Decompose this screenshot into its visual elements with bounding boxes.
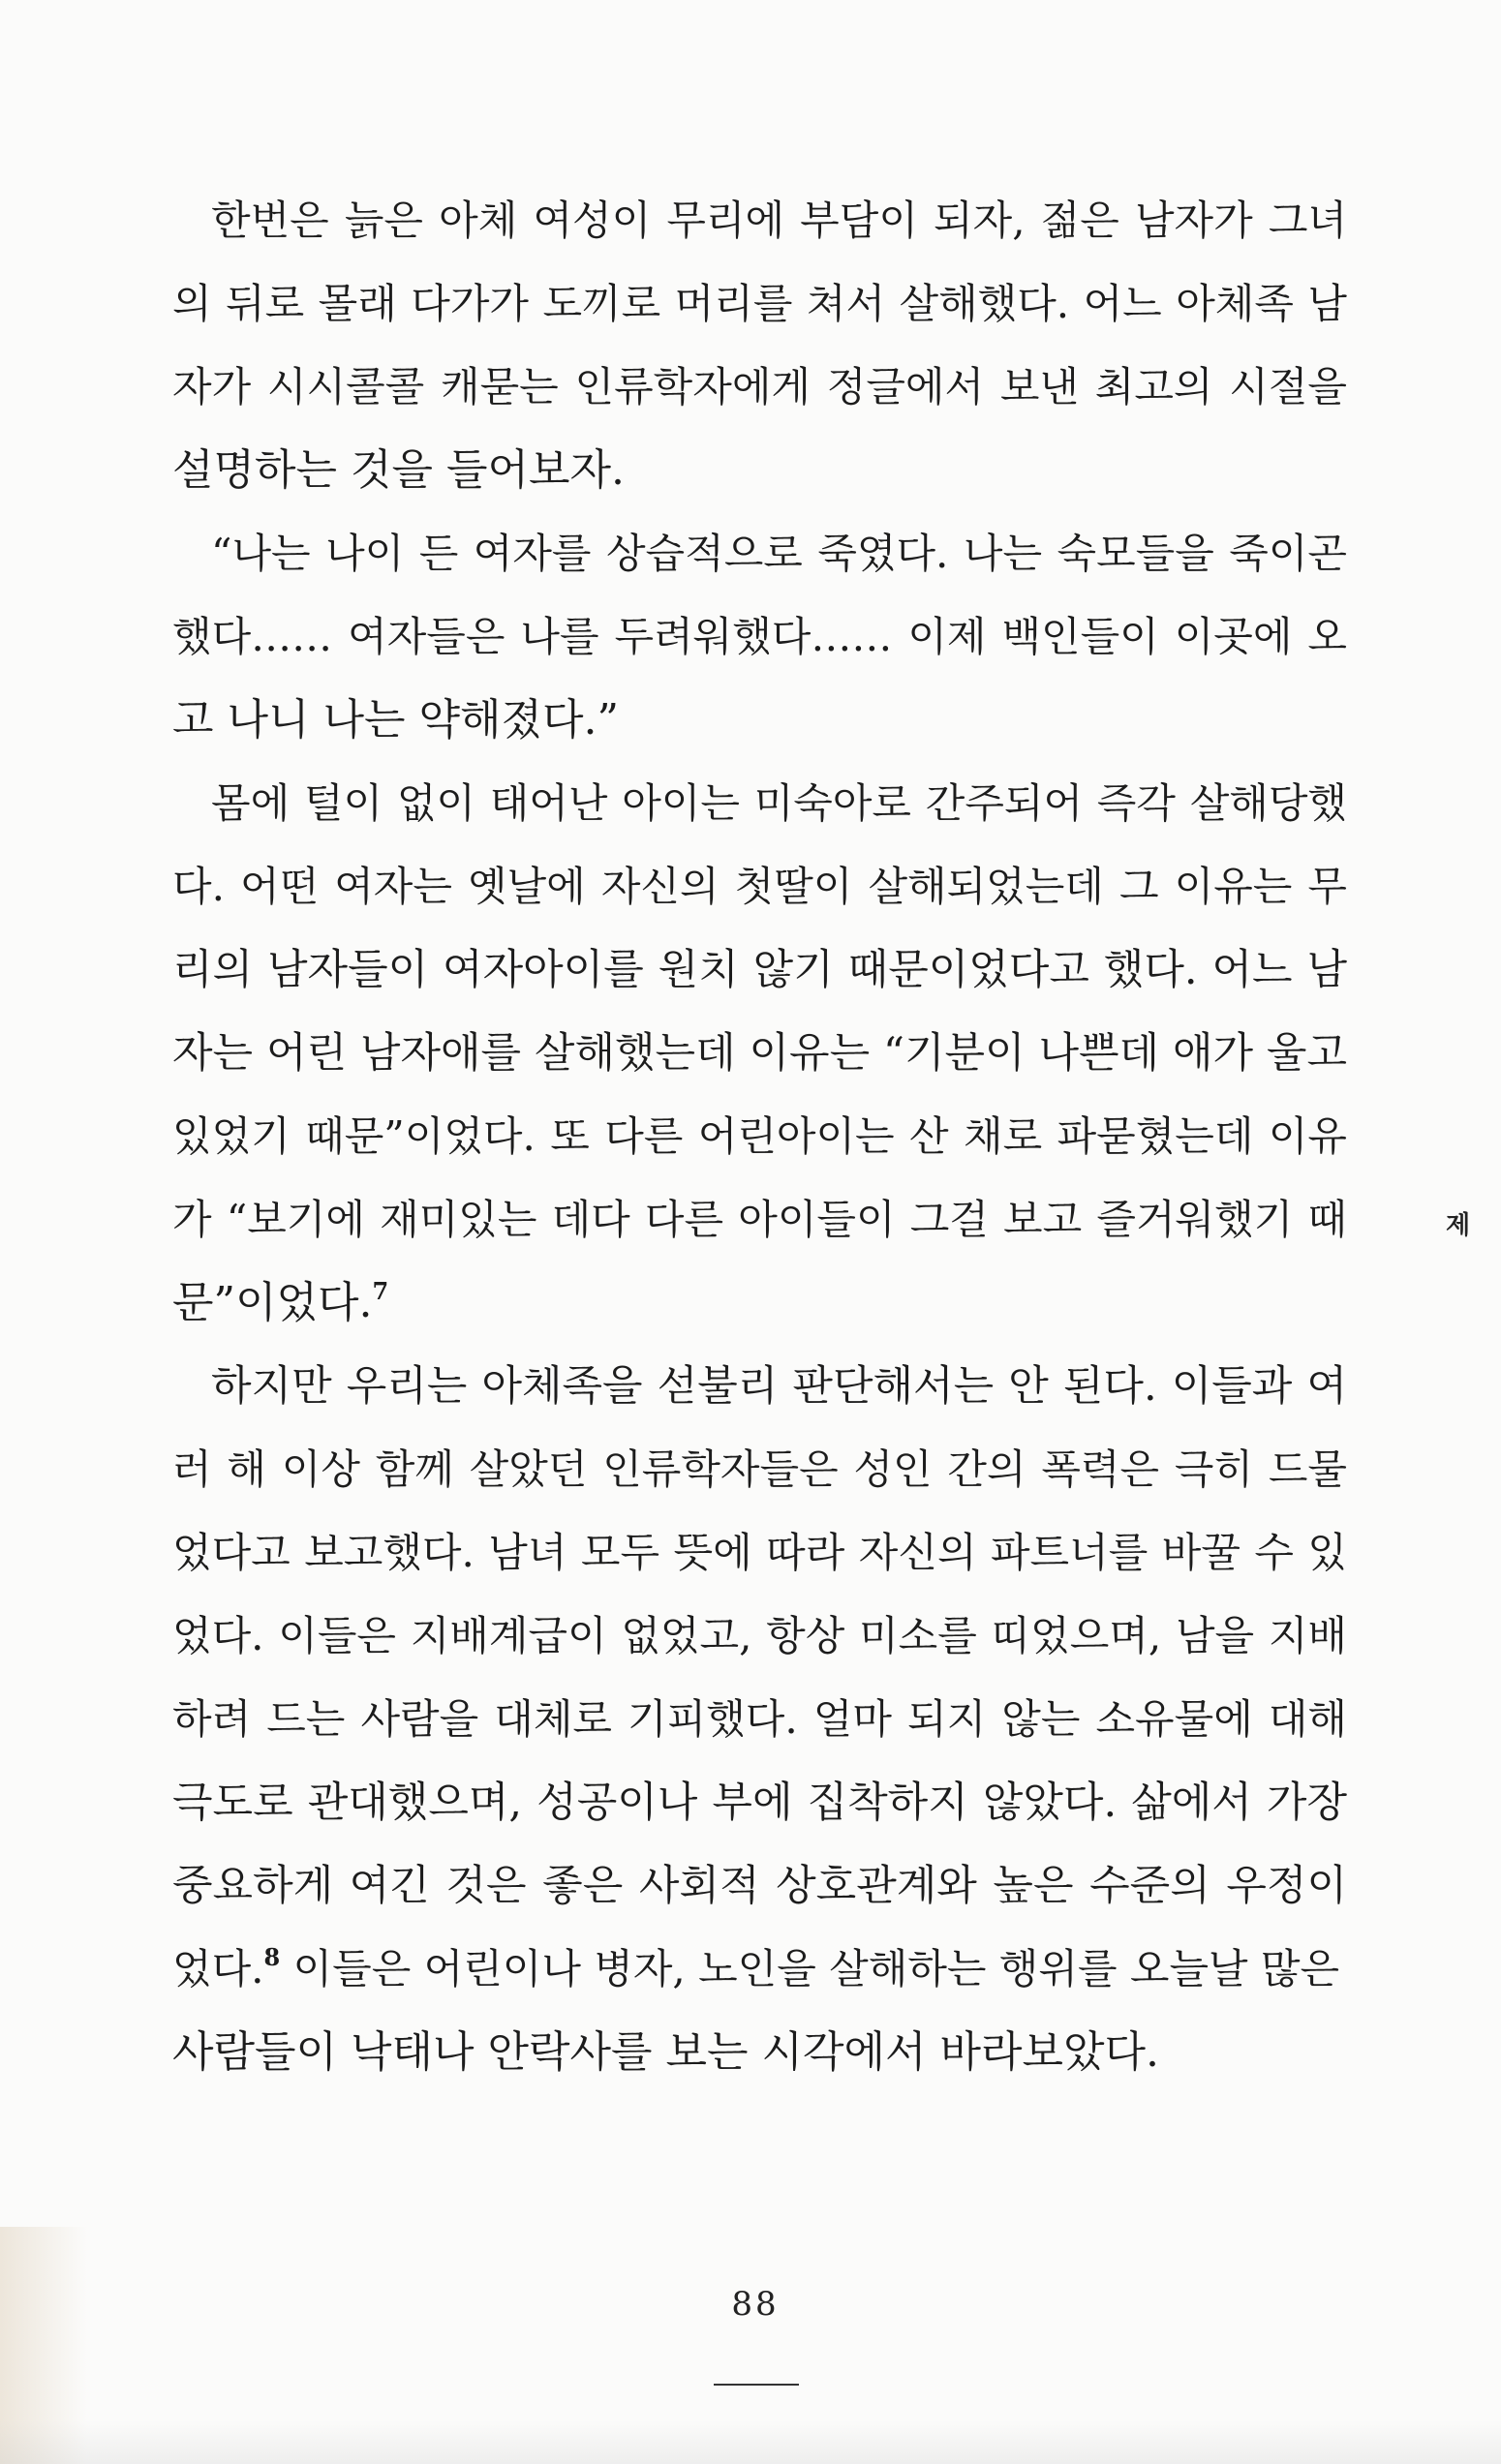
text-line: 리의 남자들이 여자아이를 원치 않기 때문이었다고 했다. 어느 남: [172, 946, 1347, 994]
text-line: [172, 1940, 1347, 1998]
text-line: 있었기 때문”이었다. 또 다른 어린아이는 산 채로 파묻혔는데 이유: [172, 1112, 1347, 1160]
page-number: 88: [731, 2285, 780, 2324]
footer-rule: [714, 2384, 799, 2386]
text-line: 몸에 털이 없이 태어난 아이는 미숙아로 간주되어 즉각 살해당했: [211, 779, 1347, 827]
text-line: “나는 나이 든 여자를 상습적으로 죽였다. 나는 숙모들을 죽이곤: [211, 530, 1347, 577]
page-bottom-shadow: [0, 2420, 1501, 2464]
text-line: 하지만 우리는 아체족을 섣불리 판단해서는 안 된다. 이들과 여: [211, 1362, 1347, 1411]
text-line: 사람들이 낙태나 안락사를 보는 시각에서 바라보았다.: [172, 2027, 1160, 2077]
text-line: 의 뒤로 몰래 다가가 도끼로 머리를 쳐서 살해했다. 어느 아체족 남: [172, 280, 1347, 327]
text-line: 자가 시시콜콜 캐묻는 인류학자에게 정글에서 보낸 최고의 시절을: [172, 363, 1347, 411]
text-line: 설명하는 것을 들어보자.: [172, 445, 625, 495]
text-line: 극도로 관대했으며, 성공이나 부에 집착하지 않았다. 삶에서 가장: [172, 1779, 1347, 1827]
text-line: 고 나니 나는 약해졌다.”: [172, 695, 619, 745]
text-line: 자는 어린 남자애를 살해했는데 이유는 “기분이 나쁜데 애가 울고: [172, 1029, 1347, 1078]
text-line: 중요하게 여긴 것은 좋은 사회적 상호관계와 높은 수준의 우정이: [172, 1862, 1347, 1910]
footnote-marker[interactable]: 8: [263, 1943, 281, 1971]
footnote-marker[interactable]: 7: [372, 1277, 389, 1305]
text-line: 었다고 보고했다. 남녀 모두 뜻에 따라 자신의 파트너를 바꿀 수 있: [172, 1529, 1347, 1576]
side-margin-mark: 제: [1446, 1211, 1471, 1240]
text-line-content: 이들은 어린이나 병자, 노인을 살해하는 행위를 오늘날 많은: [280, 1945, 1340, 1992]
text-line: [172, 1274, 1347, 1332]
text-line: 한번은 늙은 아체 여성이 무리에 부담이 되자, 젊은 남자가 그녀: [211, 197, 1347, 244]
text-line: 했다…… 여자들은 나를 두려워했다…… 이제 백인들이 이곳에 오: [172, 613, 1347, 660]
text-line-content: 문”이었다.: [172, 1278, 373, 1327]
text-line: 다. 어떤 여자는 옛날에 자신의 첫딸이 살해되었는데 그 이유는 무: [172, 863, 1347, 910]
text-line: 었다. 이들은 지배계급이 없었고, 항상 미소를 띠었으며, 남을 지배: [172, 1612, 1347, 1659]
text-line: 하려 드는 사람을 대체로 기피했다. 얼마 되지 않는 소유물에 대해: [172, 1695, 1347, 1743]
text-line: 러 해 이상 함께 살았던 인류학자들은 성인 간의 폭력은 극히 드물: [172, 1445, 1347, 1493]
text-line: 가 “보기에 재미있는 데다 다른 아이들이 그걸 보고 즐거워했기 때: [172, 1196, 1347, 1243]
text-line-content: 었다.: [172, 1945, 264, 1992]
